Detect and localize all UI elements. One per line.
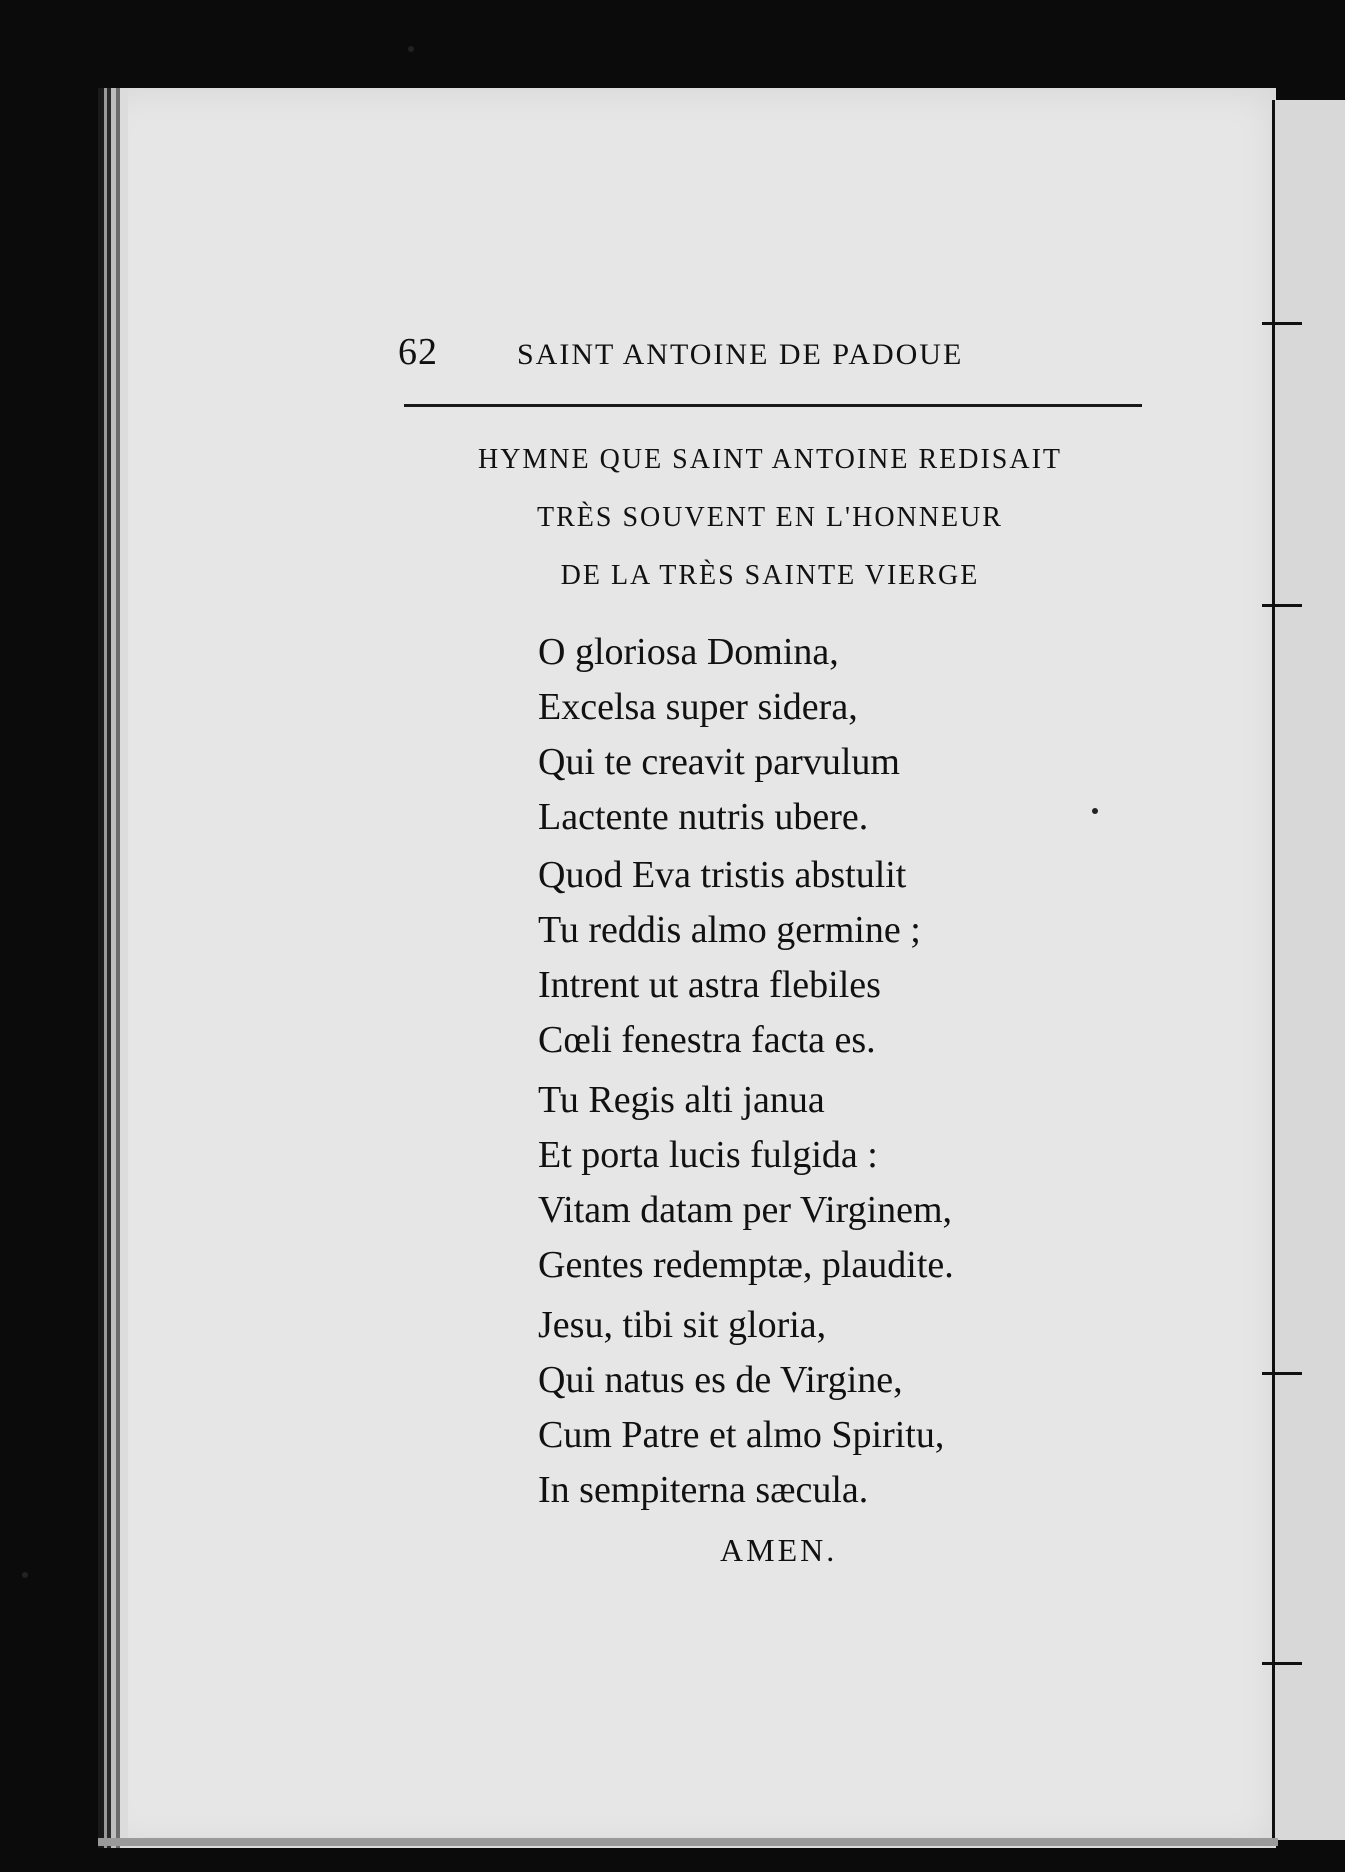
verse-line: Excelsa super sidera, xyxy=(538,686,858,728)
verse-line: Tu reddis almo germine ; xyxy=(538,909,921,951)
verse-line: Lactente nutris ubere. xyxy=(538,796,869,838)
verse-line: Jesu, tibi sit gloria, xyxy=(538,1304,827,1346)
verse-line: Quod Eva tristis abstulit xyxy=(538,854,907,896)
verse-line: Qui te creavit parvulum xyxy=(538,741,900,783)
hymn-heading-line: TRÈS SOUVENT EN L'HONNEUR xyxy=(537,502,1003,533)
running-title: SAINT ANTOINE DE PADOUE xyxy=(517,338,964,371)
verse-line: Cum Patre et almo Spiritu, xyxy=(538,1414,945,1456)
verse-line: Qui natus es de Virgine, xyxy=(538,1359,903,1401)
verse-line: Gentes redemptæ, plaudite. xyxy=(538,1244,954,1286)
verse-line: Tu Regis alti janua xyxy=(538,1079,825,1121)
verse-line: In sempiterna sæcula. xyxy=(538,1469,869,1511)
header-rule xyxy=(404,404,1142,407)
verse-line: Vitam datam per Virginem, xyxy=(538,1189,953,1231)
closing-amen: AMEN. xyxy=(720,1532,838,1568)
verse-line: Cœli fenestra facta es. xyxy=(538,1019,876,1061)
running-head xyxy=(398,330,1158,374)
page-number: 62 xyxy=(398,331,438,373)
verse-line: Et porta lucis fulgida : xyxy=(538,1134,878,1176)
hymn-heading-line: DE LA TRÈS SAINTE VIERGE xyxy=(560,560,980,591)
verse-line: Intrent ut astra flebiles xyxy=(538,964,881,1006)
verse-line: O gloriosa Domina, xyxy=(538,631,839,673)
hymn-heading-line: HYMNE QUE SAINT ANTOINE REDISAIT xyxy=(477,444,1063,475)
